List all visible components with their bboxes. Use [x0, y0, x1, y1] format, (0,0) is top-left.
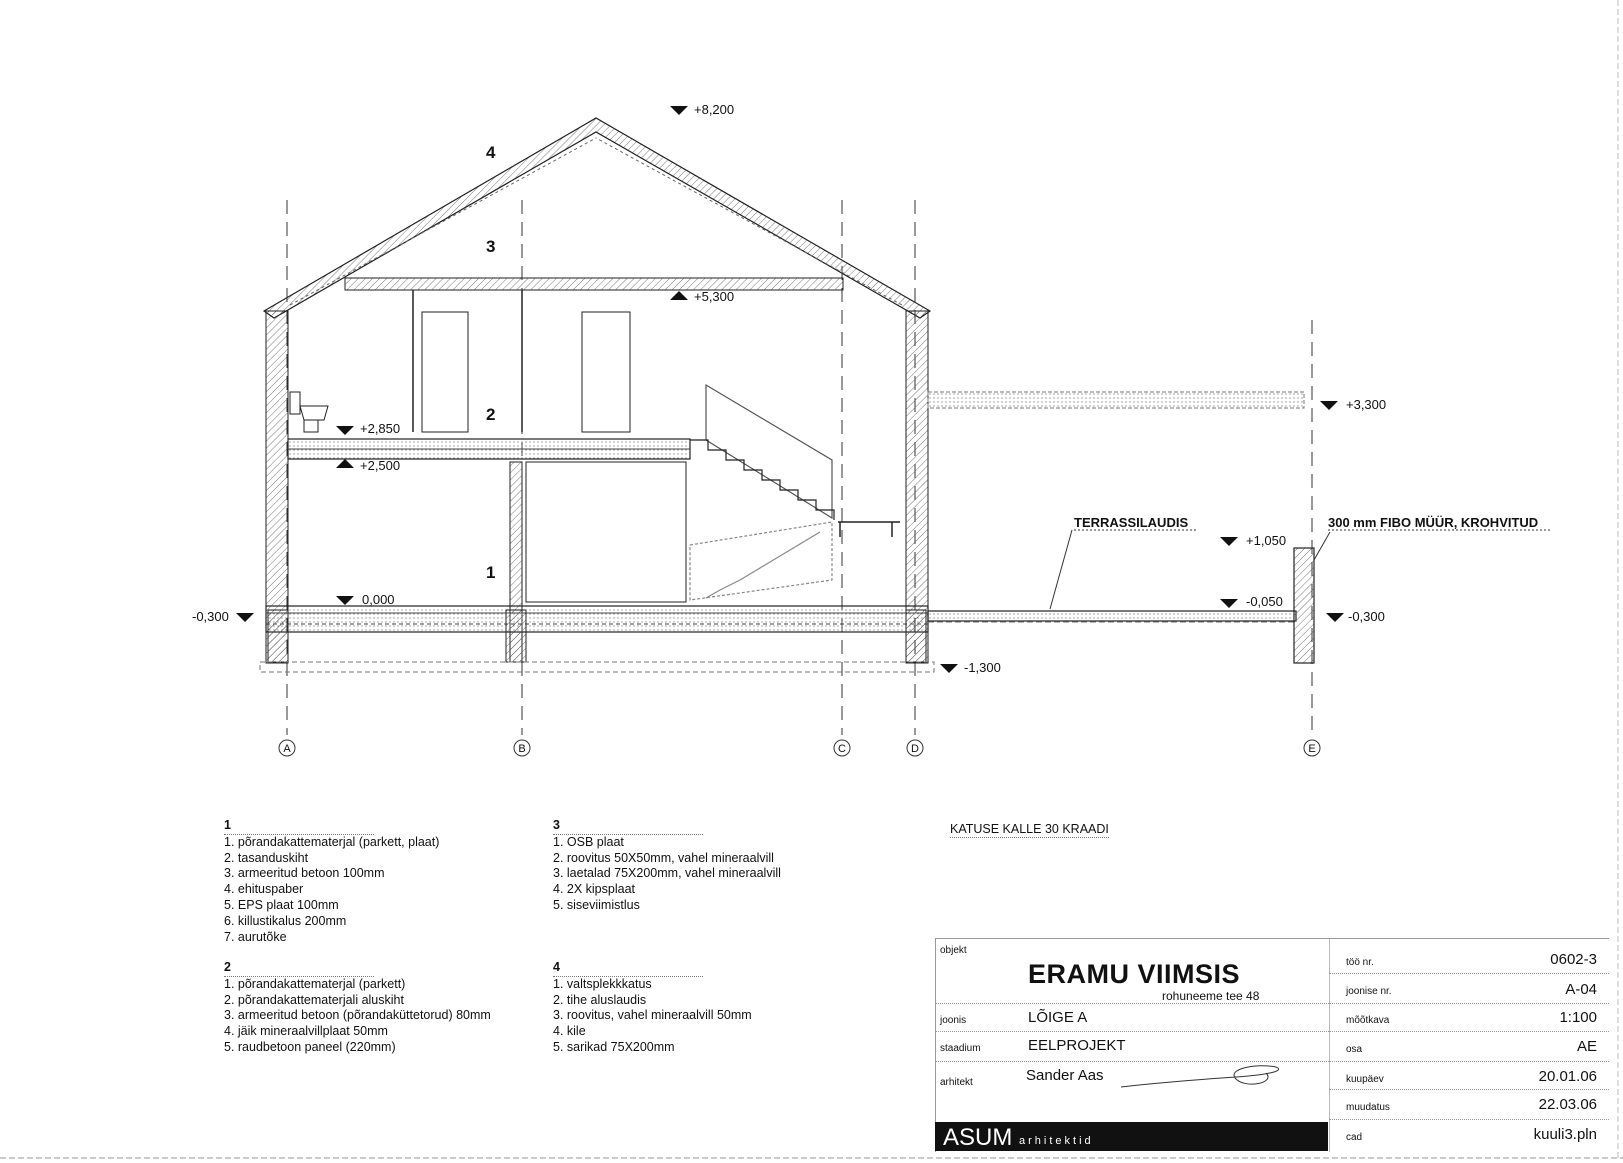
logo-main-text: ASUM — [943, 1124, 1013, 1151]
cad-label: cad — [1346, 1132, 1363, 1143]
stair-landing — [838, 522, 900, 537]
note-layer-1-item: 1. põrandakattematerjal (parkett, plaat) — [224, 834, 440, 849]
stage-label: staadium — [940, 1043, 981, 1054]
note-layer-1-item: 5. EPS plaat 100mm — [224, 897, 339, 912]
roof-slope-note: KATUSE KALLE 30 KRAADI — [950, 822, 1109, 836]
attic-ceiling — [345, 278, 843, 290]
note-layer-4-item: 2. tihe aluslaudis — [553, 992, 647, 1007]
door-upstairs-1 — [422, 312, 468, 432]
opening-ground — [526, 462, 686, 602]
note-layer-3-item: 3. laetalad 75X200mm, vahel mineraalvill — [553, 866, 781, 881]
level-ridge: +8,200 — [694, 102, 735, 117]
drawing-no-value: A-04 — [1565, 981, 1597, 998]
modified-value: 22.03.06 — [1538, 1096, 1597, 1113]
level-marker-ceiling — [670, 291, 688, 300]
note-layer-4-item: 4. kile — [553, 1024, 586, 1039]
note-layer-3-item: 2. roovitus 50X50mm, vahel mineraalvill — [553, 850, 774, 865]
terrace-roof — [928, 392, 1304, 408]
scale-label: mõõtkava — [1346, 1015, 1390, 1026]
level-marker-floor2-top — [336, 426, 354, 435]
grid-label-b: B — [518, 743, 526, 755]
level-marker-outside-right — [1326, 613, 1344, 622]
door-upstairs-2 — [582, 312, 630, 432]
drawing-label: joonis — [940, 1015, 967, 1026]
scale-value: 1:100 — [1559, 1009, 1597, 1026]
note-layer-4-item: 1. valtsplekkkatus — [553, 976, 652, 991]
architect-label: arhitekt — [940, 1077, 973, 1088]
level-marker-ground — [336, 596, 354, 605]
level-outside-right: -0,300 — [1348, 609, 1385, 624]
callout-2: 2 — [486, 405, 496, 424]
note-layer-1-item: 3. armeeritud betoon 100mm — [224, 866, 385, 881]
level-floor2-top: +2,850 — [360, 421, 401, 436]
architect-value: Sander Aas — [1026, 1067, 1104, 1084]
annotation-fibo-wall: 300 mm FIBO MÜÜR, KROHVITUD — [1328, 515, 1539, 530]
work-no-label: töö nr. — [1346, 957, 1374, 968]
note-layer-3-item: 1. OSB plaat — [553, 834, 624, 849]
object-label: objekt — [940, 945, 967, 956]
part-value: AE — [1576, 1038, 1597, 1055]
note-layer-2-item: 3. armeeritud betoon (põrandaküttetorud) 80mm — [224, 1008, 491, 1023]
note-layer-2-item: 1. põrandakattematerjal (parkett) — [224, 976, 406, 991]
modified-label: muudatus — [1346, 1102, 1390, 1113]
project-title: ERAMU VIIMSIS — [1028, 959, 1241, 989]
note-layer-3-number: 3 — [553, 818, 703, 835]
fibo-wall — [1294, 548, 1314, 663]
level-marker-floor2-bottom — [336, 459, 354, 468]
work-no-value: 0602-3 — [1550, 951, 1597, 968]
note-layer-3 — [553, 818, 781, 914]
ground-slab — [266, 606, 928, 632]
logo-sub-text: arhitektid — [1019, 1135, 1094, 1147]
level-markers — [192, 102, 1386, 675]
level-ceiling: +5,300 — [694, 289, 735, 304]
note-layer-2-item: 4. jäik mineraalvillplaat 50mm — [224, 1024, 388, 1039]
project-address: rohuneeme tee 48 — [1162, 989, 1260, 1003]
level-marker-ridge — [670, 106, 688, 115]
callouts — [486, 143, 496, 582]
part-label: osa — [1346, 1044, 1363, 1055]
note-layer-3-item: 5. siseviimistlus — [553, 897, 640, 912]
grid-label-d: D — [911, 743, 919, 755]
title-block — [935, 938, 1609, 1152]
grid-bubbles — [279, 740, 1320, 756]
level-ground: 0,000 — [362, 592, 395, 607]
note-layer-1-item: 7. aurutõke — [224, 929, 287, 944]
staircase — [690, 385, 834, 600]
level-terrace-floor: -0,050 — [1246, 594, 1283, 609]
stage-value: EELPROJEKT — [1028, 1037, 1126, 1054]
level-outside-left: -0,300 — [192, 609, 229, 624]
level-marker-foundation — [940, 664, 958, 673]
leader-fibo-wall — [1314, 532, 1330, 560]
level-foundation: -1,300 — [964, 660, 1001, 675]
cad-value: kuuli3.pln — [1533, 1126, 1597, 1143]
note-layer-2 — [224, 960, 491, 1056]
note-layer-4 — [553, 960, 752, 1056]
note-layer-1-item: 4. ehituspaber — [224, 882, 304, 897]
date-value: 20.01.06 — [1538, 1068, 1597, 1085]
architect-signature — [1116, 1059, 1296, 1099]
leader-terrace-deck — [1050, 530, 1072, 609]
grid-label-c: C — [838, 743, 846, 755]
note-layer-4-number: 4 — [553, 960, 703, 977]
note-layer-2-item: 5. raudbetoon paneel (220mm) — [224, 1039, 396, 1054]
drawing-no-label: joonise nr. — [1346, 986, 1392, 997]
level-marker-terrace-roof — [1320, 401, 1338, 410]
toilet-fixture — [290, 392, 328, 432]
callout-1: 1 — [486, 563, 496, 582]
note-layer-2-item: 2. põrandakattematerjali aluskiht — [224, 992, 404, 1007]
terrace-deck — [928, 611, 1296, 621]
level-terrace-roof: +3,300 — [1346, 397, 1387, 412]
note-layer-2-number: 2 — [224, 960, 374, 977]
level-terrace-step: +1,050 — [1246, 533, 1287, 548]
callout-3: 3 — [486, 237, 496, 256]
date-label: kuupäev — [1346, 1074, 1384, 1085]
note-layer-4-item: 3. roovitus, vahel mineraalvill 50mm — [553, 1008, 752, 1023]
grid-label-a: A — [283, 743, 291, 755]
level-marker-terrace-step — [1220, 537, 1238, 546]
drawing-value: LÕIGE A — [1028, 1009, 1088, 1026]
note-layer-1-item: 2. tasanduskiht — [224, 850, 309, 865]
firm-logo — [935, 1122, 1328, 1151]
note-layer-3-item: 4. 2X kipsplaat — [553, 882, 635, 897]
note-layer-4-item: 5. sarikad 75X200mm — [553, 1039, 675, 1054]
callout-4: 4 — [486, 143, 496, 162]
level-marker-outside-left — [236, 613, 254, 622]
level-floor2-bottom: +2,500 — [360, 458, 401, 473]
note-layer-1-item: 6. killustikalus 200mm — [224, 913, 347, 928]
annotation-terrace-deck: TERRASSILAUDIS — [1074, 515, 1189, 530]
note-layer-1-number: 1 — [224, 818, 374, 835]
level-marker-terrace-floor — [1220, 599, 1238, 608]
grid-label-e: E — [1308, 743, 1316, 755]
note-layer-1 — [224, 818, 439, 945]
